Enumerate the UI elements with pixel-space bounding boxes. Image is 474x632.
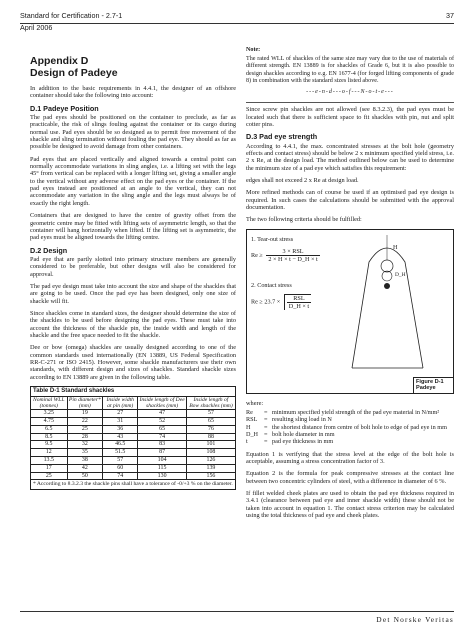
definition-symbol: RSL (246, 416, 258, 424)
table-cell: 46.5 (103, 441, 138, 449)
table-cell: 51.5 (103, 449, 138, 457)
definition-row (246, 416, 454, 423)
table-cell: 65 (186, 418, 235, 426)
footer-rule (20, 611, 454, 612)
table-cell: 31 (103, 418, 138, 426)
table-row (31, 449, 236, 457)
table-cell: 8.5 (31, 433, 68, 441)
table-cell: 13.5 (31, 457, 68, 465)
padeye-figure (246, 229, 454, 394)
table-header: Inside length of Bow shackles (mm) (186, 396, 235, 409)
definition-row (246, 424, 454, 431)
table-cell: 139 (186, 464, 235, 472)
table-cell: 6.5 (31, 425, 68, 433)
table-caption: Table D-1 Standard shackles (31, 387, 236, 397)
section-d3-heading: D.3 Pad eye strength (246, 132, 318, 142)
figure-caption (413, 377, 453, 393)
table-cell: 76 (186, 425, 235, 433)
table-cell: 17 (31, 464, 68, 472)
d3-paragraph-4: The two following criteria should be fulfilled: (246, 216, 362, 224)
table-cell: 108 (186, 449, 235, 457)
d2-paragraph-2: The pad eye design must take into account the size and shape of the shackles that are going to be used. Once the pad eye has been designed, only one size of shackle will fit. (30, 282, 236, 305)
formula-denominator: 2 × H × t − D_H × t (268, 255, 318, 263)
section-d2-heading: D.2 Design (30, 245, 68, 255)
cheek-plates-text: If fillet welded cheek plates are used to obtain the pad eye thickness required in 3.4.1 (clearance between pad eye and inner shackle width) these should not be taken into account in equation 1. The contact stress criterion may be calculated using the total thickness of pad eye and cheek plates. (246, 489, 454, 519)
where-label: where: (246, 399, 264, 407)
definition-text: bolt hole diameter in mm (272, 430, 335, 438)
definition-row (246, 438, 454, 445)
d1-paragraph-3: Containers that are designed to have the centre of gravity offset from the geometric centre may be fitted with lifting sets of asymmetric length, so that the container will hang horizontally when lifted. If the lifting set is asymmetric, the pad eyes must be aligned towards the lifting centre. (30, 212, 236, 242)
table-cell: 42 (67, 464, 103, 472)
table-cell: 47 (138, 410, 187, 418)
definition-text: resulting sling load in N (272, 416, 332, 424)
table-cell: 74 (103, 472, 138, 480)
definition-equals: = (264, 416, 268, 424)
table-cell: 22 (67, 418, 103, 426)
table-cell: 156 (186, 472, 235, 480)
table-cell: 3.25 (31, 410, 68, 418)
table-cell: 101 (186, 441, 235, 449)
header-rule (20, 23, 454, 24)
d1-paragraph-1: The pad eyes should be positioned on the container to preclude, as far as practicable, the risk of slings fouling against the container or its cargo during normal use. Pad eyes should be so designed as to permit free movement of the shackle and sling termination without fouling the pad eye. They should as far as possible be designed to avoid damage from other containers. (30, 114, 236, 151)
end-of-note: ---e-n-d---o-f---N-o-t-e--- (306, 89, 394, 96)
definition-equals: = (264, 409, 268, 417)
table-cell: 25 (31, 472, 68, 480)
table-header: Inside length of Dee shackles (mm) (139, 396, 185, 410)
note-title: Note: (246, 47, 261, 53)
table-cell: 130 (138, 472, 187, 480)
table-row (31, 464, 236, 472)
table-cell: 104 (138, 457, 187, 465)
table-header: Pin diameter* (mm) (68, 396, 101, 410)
table-row (31, 425, 236, 433)
table-cell: 25 (67, 425, 103, 433)
definition-equals: = (264, 423, 268, 431)
definition-symbol: t (246, 438, 248, 446)
table-cell: 88 (186, 433, 235, 441)
definition-symbol: H (246, 423, 251, 431)
table-row (31, 410, 236, 418)
d3-paragraph-2: edges shall not exceed 2 x Re at design load. (246, 176, 359, 184)
left-column (30, 47, 236, 490)
table-cell: 57 (186, 410, 235, 418)
table-row (31, 457, 236, 465)
table-cell: 87 (138, 449, 187, 457)
definition-symbol: D_H (246, 430, 259, 438)
table-row (31, 418, 236, 426)
table-cell: 52 (138, 418, 187, 426)
table-header: Inside width at pin (mm) (103, 396, 138, 409)
definition-equals: = (264, 430, 268, 438)
d3-paragraph-1: According to 4.4.1, the max. concentrated stresses at the bolt hole (geometry effects and contact stress) should be below 2 x minimum specified yield stress, i.e. 2 x Re, at the design load. The method outlined below can be used to determine the minimum size of a pad eye which satisfies this requirement: (246, 142, 454, 172)
formula-fraction (266, 248, 319, 263)
table-cell: 57 (103, 457, 138, 465)
tear-out-label: 1. Tear-out stress (251, 235, 294, 243)
table-cell: 60 (103, 464, 138, 472)
equation-2-text: Equation 2 is the formula for peak compressive stresses at the contact line between two concentric cylinders of steel, with a difference in diameter of 6 %. (246, 470, 454, 485)
formula-lhs-2: Re ≥ 23.7 × (251, 298, 281, 306)
appendix-title: Appendix D (30, 55, 89, 67)
table-cell: 50 (67, 472, 103, 480)
table-cell: 28 (67, 433, 103, 441)
table-cell: 38 (67, 457, 103, 465)
formula-numerator: 3 × RSL (266, 248, 319, 256)
contact-stress-label: 2. Contact stress (251, 281, 292, 289)
equation-1-text: Equation 1 is verifying that the stress level at the edge of the bolt hole is acceptable, assuming a stress concentration factor of 3. (246, 450, 454, 465)
d2-paragraph-3: Since shackles come in standard sizes, the designer should determine the size of the shackles to be used before designing the pad eyes. These must take into account the thickness of the shackle pin, the inside width and length of the shackle and the free space needed to fit the shackle. (30, 309, 236, 339)
definition-row (246, 431, 454, 438)
table-cell: 12 (31, 449, 68, 457)
table-body (31, 410, 236, 480)
table-cell: 35 (67, 449, 103, 457)
intro-paragraph: In addition to the basic requirements in 4.4.1, the designer of an offshore container should take the following into account: (30, 85, 236, 100)
definition-text: pad eye thickness in mm (272, 438, 334, 446)
footer-publisher: Det Norske Veritas (376, 615, 454, 624)
table-cell: 43 (103, 433, 138, 441)
screw-pin-paragraph: Since screw pin shackles are not allowed (see 8.3.2.3), the pad eyes must be located such that there is sufficient space to fit shackles with pin, nut and split cotter pins. (246, 106, 454, 128)
d3-paragraph-3: More refined methods can of course be used if an optimised pad eye design is required. In such cases the calculations should be submitted with the approval documentation. (246, 189, 454, 211)
table-cell: 9.5 (31, 441, 68, 449)
table-cell: 19 (67, 410, 103, 418)
formula-numerator-2: RSL (287, 295, 311, 303)
definition-row (246, 409, 454, 416)
table-row (31, 433, 236, 441)
table-cell: 4.75 (31, 418, 68, 426)
definition-equals: = (264, 438, 268, 446)
note-block (246, 47, 454, 96)
h-dimension-label: H (393, 243, 398, 251)
definition-symbol: Re (246, 409, 253, 417)
section-d1-heading: D.1 Padeye Position (30, 103, 99, 113)
table-cell: 27 (103, 410, 138, 418)
definitions-list (246, 409, 454, 445)
standard-title: Standard for Certification - 2.7-1 (20, 11, 123, 20)
tear-out-formula (251, 248, 320, 263)
appendix-subtitle: Design of Padeye (30, 67, 118, 79)
d2-paragraph-1: Pad eye that are partly slotted into primary structure members are generally considered to be preferable, but other designs will also be considered for approval. (30, 255, 236, 278)
page-number: 37 (446, 11, 454, 20)
dh-dimension-label: D_H (395, 271, 406, 278)
d1-paragraph-2: Pad eyes that are placed vertically and aligned towards a central point can normally accommodate variations in sling angles, i.e. a lifting set with the legs 45° from vertical can be replaced with a longer lifting set, giving a smaller angle to the vertical without any adverse effect on the pad eyes or the container. If the pad eyes instead are positioned at an angle to the vertical, they can not accommodate any variation in the sling angle and the legs must always be of exactly the right length. (30, 155, 236, 207)
table-cell: 126 (186, 457, 235, 465)
table-cell: 65 (138, 425, 187, 433)
figure-title: Padeye (416, 385, 436, 392)
formula-root (284, 294, 311, 310)
table-cell: 115 (138, 464, 187, 472)
note-divider (246, 102, 454, 103)
table-cell: 32 (67, 441, 103, 449)
definition-text: minimum specified yield strength of the pad eye material in N/mm² (272, 409, 440, 417)
shackle-table (30, 386, 236, 490)
right-column (246, 47, 454, 524)
issue-date: April 2006 (20, 23, 53, 32)
table-cell: 83 (138, 441, 187, 449)
table-row (31, 472, 236, 480)
table-footnote: * According to 8.3.2.3 the shackle pins shall have a tolerance of -0/+3 % on the diameter. (31, 480, 236, 489)
d2-paragraph-4: Dee or bow (omega) shackles are usually designed according to one of the common standards used internationally (EN 13889, US Federal Specification RR-C-271 or ISO 2415). However, some shackle manufacturers use their own standards, with different design and sizes of shackles. Standard shackle sizes according to EN 13889 are given in the following table. (30, 344, 236, 381)
note-text: The rated WLL of shackles of the same size may vary due to the use of materials of different strength. EN 13889 is for shackles of Grade 6, but it is also possible to design shackles according to e.g. EN 1677-4 (for forged lifting components of grade 8) in combination with the standard sizes listed above. (246, 56, 454, 84)
table-row (31, 441, 236, 449)
table-cell: 36 (103, 425, 138, 433)
formula-lhs: Re ≥ (251, 251, 263, 259)
contact-stress-formula (251, 294, 311, 310)
definition-text: the shortest distance from centre of bolt hole to edge of pad eye in mm (272, 423, 447, 431)
formula-denominator-2: D_H × t (288, 302, 310, 310)
table-cell: 74 (138, 433, 187, 441)
table-header: Nominal WLL (tonnes) (31, 396, 68, 409)
figure-number: Figure D-1 (416, 378, 444, 385)
